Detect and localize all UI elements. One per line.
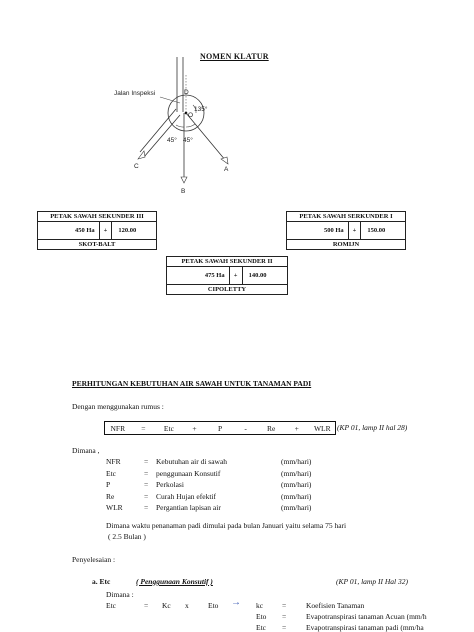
label-a: A	[224, 166, 229, 173]
definition-row	[106, 502, 341, 514]
etc-key-2: Etc	[256, 623, 266, 632]
formula-plus2: +	[294, 423, 299, 433]
petak-box-values	[167, 267, 287, 285]
def-unit: (mm/hari)	[281, 503, 312, 513]
petak-box-values	[287, 222, 405, 240]
petak-plus-sign: +	[99, 222, 113, 239]
planting-duration: ( 2.5 Bulan )	[108, 532, 146, 541]
formula-reference: (KP 01, lamp II hal 28)	[337, 423, 408, 432]
def-desc: Perkolasi	[156, 480, 184, 490]
petak-box-footer: ROMIJN	[332, 241, 360, 248]
label-o: O	[188, 112, 194, 119]
label-d: D	[184, 89, 189, 96]
etc-eto: Eto	[208, 601, 219, 610]
formula-p: P	[217, 423, 223, 433]
arrow-right-icon: →	[231, 597, 241, 608]
section-title: PERHITUNGAN KEBUTUHAN AIR SAWAH UNTUK TANAMAN PADI	[72, 379, 312, 388]
def-eq: =	[144, 503, 149, 513]
angle-arc-45-left	[176, 125, 184, 127]
def-unit: (mm/hari)	[281, 480, 312, 490]
label-b: B	[181, 188, 186, 195]
petak-area: 500 Ha	[323, 227, 344, 234]
formula-etc: Etc	[163, 423, 174, 433]
arrow-b	[181, 177, 187, 183]
label-angle-135: 135°	[194, 106, 208, 113]
dimana-label: Dimana ,	[72, 446, 100, 455]
angle-arc-45-right	[186, 124, 195, 127]
petak-box-footer: CIPOLETTY	[207, 286, 247, 293]
petak-box-header: PETAK SAWAH SERKUNDER I	[287, 212, 405, 222]
dimana-label-2: Dimana :	[106, 590, 134, 599]
arrow-a	[221, 157, 228, 164]
def-eq: =	[144, 480, 149, 490]
def-eq: =	[144, 457, 149, 467]
formula-re: Re	[266, 423, 276, 433]
formula-plus: +	[192, 423, 197, 433]
petak-box-values	[38, 222, 156, 240]
definitions-table	[106, 456, 341, 514]
etc-times: x	[185, 601, 189, 610]
branch-c-line2	[140, 109, 176, 152]
petak-box-sekunder-2	[166, 256, 288, 295]
intro-text: Dengan menggunakan rumus :	[72, 402, 164, 411]
item-a-title: ( Penggunaan Konsutif )	[136, 577, 213, 586]
def-key: P	[106, 480, 111, 490]
nomenclature-title: NOMEN KLATUR	[200, 52, 269, 61]
def-desc: Kebutuhan air di sawah	[156, 457, 228, 467]
def-key: Re	[106, 491, 115, 501]
formula-eq: =	[141, 423, 146, 433]
etc-desc-2: Evapotranspirasi tanaman padi (mm/ha	[306, 623, 424, 632]
kc-key: kc	[256, 601, 264, 610]
eto-key: Eto	[256, 612, 267, 621]
label-angle-45-right: 45°	[183, 137, 193, 144]
def-key: Etc	[106, 468, 116, 478]
definition-row	[106, 491, 341, 503]
label-angle-45-left: 45°	[167, 137, 177, 144]
item-a-reference: (KP 01, lamp II Hal 32)	[336, 577, 408, 586]
petak-box-footer: SKOT-BALT	[78, 241, 116, 248]
penyelesaian-label: Penyelesaian :	[72, 555, 116, 564]
kc-eq: =	[282, 601, 287, 610]
def-unit: (mm/hari)	[281, 468, 312, 478]
def-unit: (mm/hari)	[281, 491, 312, 501]
branch-c-line1	[144, 115, 180, 157]
def-eq: =	[144, 491, 149, 501]
def-key: NFR	[106, 457, 121, 467]
petak-area: 450 Ha	[74, 227, 95, 234]
petak-box-sekunder-1	[286, 211, 406, 250]
petak-area: 475 Ha	[204, 272, 225, 279]
formula-wlr: WLR	[313, 423, 331, 433]
label-c: C	[134, 163, 139, 170]
def-eq: =	[144, 468, 149, 478]
definition-row	[106, 468, 341, 480]
def-unit: (mm/hari)	[281, 457, 312, 467]
formula-nfr: NFR	[110, 423, 126, 433]
petak-value: 140.00	[248, 272, 267, 279]
def-desc: penggunaan Konsutif	[156, 468, 221, 478]
petak-value: 120.00	[118, 227, 137, 234]
kc-desc: Koefisien Tanaman	[306, 601, 365, 610]
etc-eq-2: =	[282, 623, 287, 632]
etc-key: Etc	[106, 601, 116, 610]
formula-box	[104, 421, 336, 435]
petak-box-header: PETAK SAWAH SEKUNDER II	[167, 257, 287, 267]
eto-desc: Evapotranspirasi tanaman Acuan (mm/h	[306, 612, 427, 621]
petak-plus-sign: +	[348, 222, 362, 239]
formula-minus: -	[244, 423, 247, 433]
petak-box-sekunder-3	[37, 211, 157, 250]
etc-kc: Kc	[162, 601, 171, 610]
def-key: WLR	[106, 503, 123, 513]
canal-diagram	[100, 55, 280, 200]
definition-row	[106, 456, 341, 468]
petak-plus-sign: +	[229, 267, 243, 284]
def-desc: Curah Hujan efektif	[156, 491, 216, 501]
label-jalan-inspeksi: Jalan Inspeksi	[114, 90, 156, 97]
definition-row	[106, 479, 341, 491]
arrow-c	[138, 151, 145, 159]
etc-eq: =	[144, 601, 149, 610]
item-a-label: a. Etc	[92, 577, 111, 586]
def-desc: Pergantian lapisan air	[156, 503, 221, 513]
petak-box-header: PETAK SAWAH SEKUNDER III	[38, 212, 156, 222]
petak-value: 150.00	[367, 227, 386, 234]
planting-note: Dimana waktu penanaman padi dimulai pada bulan Januari yaitu selama 75 hari	[106, 521, 347, 530]
eto-eq: =	[282, 612, 287, 621]
